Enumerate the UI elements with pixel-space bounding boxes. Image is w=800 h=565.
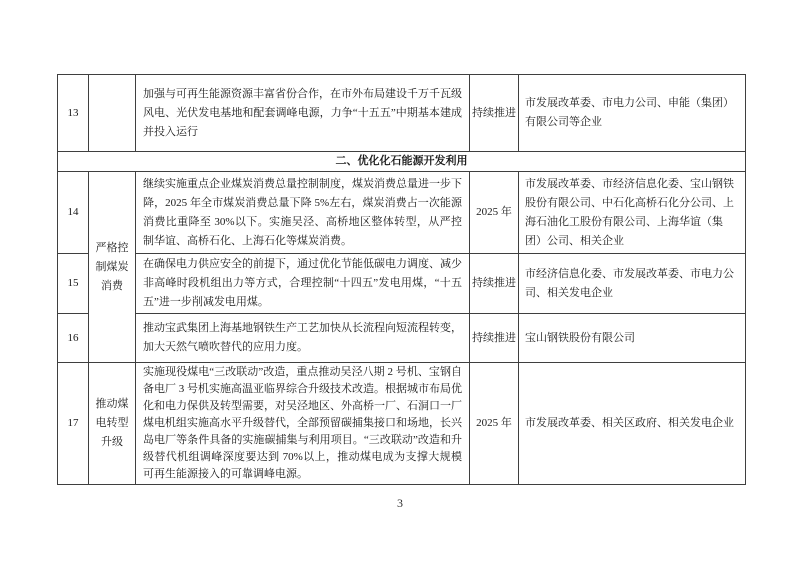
row-number: 16: [58, 314, 89, 363]
responsible-org-cell: 市发展改革委、市经济信息化委、宝山钢铁股份有限公司、中石化高桥石化分公司、上海石油化工股份有限公司、上海华谊（集团）公司、相关企业: [519, 172, 746, 254]
row-number: 17: [58, 363, 89, 485]
table-row: [58, 314, 746, 363]
section-header: 二、优化化石能源开发利用: [58, 152, 746, 172]
timeline-cell: 持续推进: [470, 75, 519, 152]
row-number: 13: [58, 75, 89, 152]
responsible-org-cell: 市发展改革委、相关区政府、相关发电企业: [519, 363, 746, 485]
timeline-cell: 2025 年: [470, 172, 519, 254]
page-number: 3: [397, 496, 403, 510]
category-cell: 严格控制煤炭消费: [89, 172, 136, 363]
task-content: 在确保电力供应安全的前提下，通过优化节能低碳电力调度、减少非高峰时段机组出力等方式，合理控制“十四五”发电用煤，“十五五”进一步削减发电用煤。: [136, 254, 470, 314]
row-number: 15: [58, 254, 89, 314]
category-cell-empty: [89, 75, 136, 152]
section-header-row: [58, 152, 746, 172]
responsible-org-cell: 市经济信息化委、市发展改革委、市电力公司、相关发电企业: [519, 254, 746, 314]
table-row: [58, 254, 746, 314]
table-row: [58, 363, 746, 485]
row-number: 14: [58, 172, 89, 254]
task-content: 加强与可再生能源资源丰富省份合作，在市外布局建设千万千瓦级风电、光伏发电基地和配套调峰电源，力争“十五五”中期基本建成并投入运行: [136, 75, 470, 152]
responsible-org-cell: 市发展改革委、市电力公司、申能（集团）有限公司等企业: [519, 75, 746, 152]
category-cell: 推动煤电转型升级: [89, 363, 136, 485]
action-plan-table: [57, 74, 746, 485]
table-row: [58, 75, 746, 152]
responsible-org-cell: 宝山钢铁股份有限公司: [519, 314, 746, 363]
timeline-cell: 持续推进: [470, 314, 519, 363]
timeline-cell: 2025 年: [470, 363, 519, 485]
table-row: [58, 172, 746, 254]
task-content: 推动宝武集团上海基地钢铁生产工艺加快从长流程向短流程转变，加大天然气喷吹替代的应用力度。: [136, 314, 470, 363]
task-content: 继续实施重点企业煤炭消费总量控制制度，煤炭消费总量进一步下降，2025 年全市煤炭消费总量下降 5%左右，煤炭消费占一次能源消费比重降至 30%以下。实施吴泾、高桥地区整体转型，从严控制华谊、高桥石化、上海石化等煤炭消费。: [136, 172, 470, 254]
task-content: 实施现役煤电“三改联动”改造，重点推动吴泾八期 2 号机、宝钢自备电厂 3 号机实施高温亚临界综合升级技术改造。根据城市布局优化和电力保供及转型需要，对吴泾地区、外高桥一厂、石洞口一厂煤电机组实施高水平升级替代，全部预留碳捕集接口和场地，长兴岛电厂等条件具备的实施碳捕集与利用项目。“三改联动”改造和升级替代机组调峰深度要达到 70%以上，推动煤电成为支撑大规模可再生能源接入的可靠调峰电源。: [136, 363, 470, 485]
timeline-cell: 持续推进: [470, 254, 519, 314]
